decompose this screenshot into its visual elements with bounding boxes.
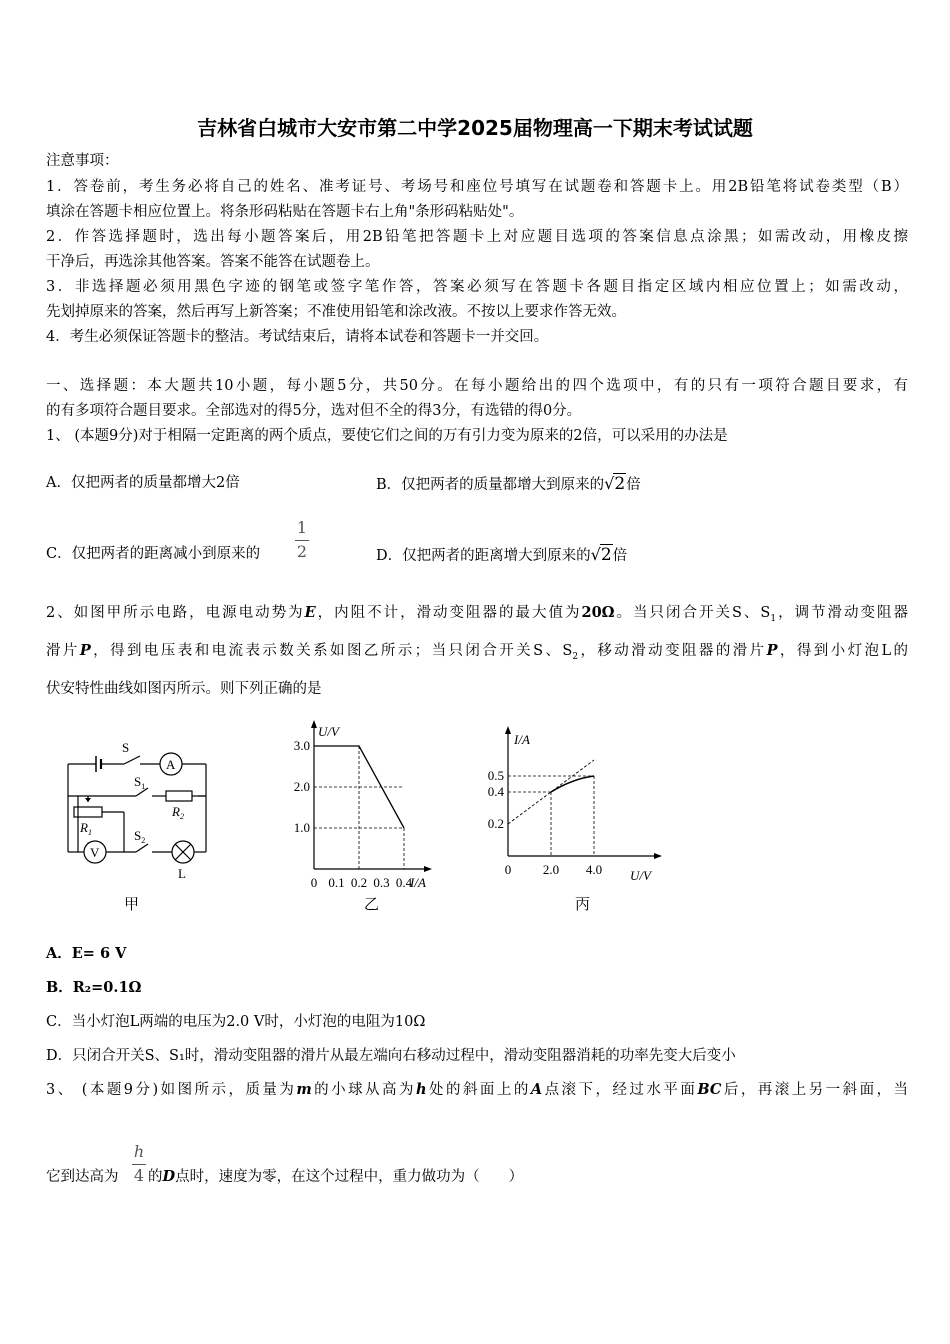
chart-yi — [280, 715, 450, 895]
q3-stem-line1: 3、 (本题9分)如图所示，质量为m的小球从高为h处的斜面上的A点滚下，经过水平面BC后，再滚上另一斜面，当 — [46, 1081, 909, 1098]
y-axis-arrow — [311, 720, 317, 728]
q2-option-c: C．当小灯泡L两端的电压为2.0 V时，小灯泡的电阻为10Ω — [46, 1014, 426, 1030]
y-axis-arrow — [505, 726, 511, 734]
label-ammeter: A — [166, 757, 176, 772]
y-tick-label: 3.0 — [293, 738, 310, 753]
x-axis-arrow — [424, 866, 432, 872]
note-line: 填涂在答题卡相应位置上。将条形码粘贴在答题卡右上角"条形码粘贴处"。 — [46, 204, 524, 220]
series-curve-lamp — [551, 776, 594, 792]
x-tick-label: 0.2 — [350, 875, 368, 890]
q1-option-d: D．仅把两者的距离增大到原来的√2倍 — [376, 545, 628, 565]
sqrt-symbol: √2 — [604, 474, 626, 494]
note-line: 4．考生必须保证答题卡的整洁。考试结束后，请将本试卷和答题卡一并交回。 — [46, 329, 549, 345]
label-S2: $S_2$ — [134, 828, 146, 845]
q1-stem: 1、 (本题9分)对于相隔一定距离的两个质点，要使它们之间的万有引力变为原来的2倍，可以采用的办法是 — [46, 428, 728, 444]
section-heading-cont: 的有多项符合题目要求。全部选对的得5分，选对但不全的得3分，有选错的得0分。 — [46, 403, 582, 419]
figure-caption-yi: 乙 — [364, 895, 380, 913]
x-tick-label: 0 — [504, 862, 512, 877]
y-tick-label: 0.2 — [487, 816, 504, 831]
x-axis-label: U/V — [630, 868, 651, 883]
y-tick-label: 1.0 — [293, 820, 310, 835]
sqrt-symbol: √2 — [590, 545, 612, 565]
q2-option-d: D．只闭合开关S、S₁时，滑动变阻器的滑片从最左端向右移动过程中，滑动变阻器消耗的功率先变大后变小 — [46, 1048, 736, 1064]
x-tick-label: 0.3 — [373, 875, 390, 890]
x-tick-label: 4.0 — [585, 862, 603, 877]
chart-bing — [478, 722, 668, 892]
x-axis-label: I/A — [410, 875, 426, 890]
label-lamp: L — [178, 866, 186, 881]
q2-option-a: A．E= 6 V — [46, 945, 127, 962]
q3-stem-line2-a: 它到达高为 — [46, 1169, 119, 1185]
q1-option-c: C．仅把两者的距离减小到原来的 — [46, 546, 261, 562]
figure-caption-jia: 甲 — [124, 895, 140, 913]
y-axis-label: U/V — [318, 724, 339, 739]
note-line: 3．非选择题必须用黑色字迹的钢笔或签字笔作答，答案必须写在答题卡各题目指定区域内相应位置上；如需改动， — [46, 279, 908, 295]
fraction-one-half: 1 2 — [296, 518, 308, 561]
fraction-h-over-4: h 4 — [133, 1142, 145, 1185]
note-line: 2．作答选择题时，选出每小题答案后，用2B铅笔把答题卡上对应题目选项的答案信息点涂黑；如需改动，用橡皮擦 — [46, 229, 908, 245]
x-axis-arrow — [654, 853, 662, 859]
x-tick-label: 0.1 — [328, 875, 345, 890]
q2-stem-line1: 2、如图甲所示电路，电源电动势为E，内阻不计，滑动变阻器的最大值为20Ω。当只闭合开关S、$S_1$，调节滑动变阻器 — [46, 604, 909, 624]
page-title: 吉林省白城市大安市第二中学2025届物理高一下期末考试试题 — [197, 116, 753, 140]
note-line: 1．答卷前，考生务必将自己的姓名、准考证号、考场号和座位号填写在试题卷和答题卡上。用2B铅笔将试卷类型（B） — [46, 179, 908, 195]
q1-option-a: A．仅把两者的质量都增大2倍 — [46, 475, 240, 491]
note-line: 先划掉原来的答案，然后再写上新答案；不准使用铅笔和涂改液。不按以上要求作答无效。 — [46, 304, 626, 320]
q1-option-b: B．仅把两者的质量都增大到原来的√2倍 — [376, 474, 641, 494]
figure-caption-bing: 丙 — [575, 895, 591, 913]
x-tick-label: 0 — [310, 875, 318, 890]
section-heading: 一、选择题：本大题共10小题，每小题5分，共50分。在每小题给出的四个选项中，有的只有一项符合题目要求，有 — [46, 378, 908, 394]
label-S1: $S_1$ — [134, 774, 146, 791]
note-line: 干净后，再选涂其他答案。答案不能答在试题卷上。 — [46, 254, 380, 270]
q2-stem-line2: 滑片P，得到电压表和电流表示数关系如图乙所示；当只闭合开关S、$S_2$，移动滑动变阻器的滑片P，得到小灯泡L的 — [46, 642, 908, 662]
q3-stem-line2-b: 的D点时，速度为零，在这个过程中，重力做功为（ ） — [148, 1168, 524, 1185]
label-voltmeter: V — [90, 845, 100, 860]
x-tick-label: 0.4 — [395, 875, 413, 890]
q2-stem-line3: 伏安特性曲线如图丙所示。则下列正确的是 — [46, 681, 322, 697]
y-tick-label: 2.0 — [293, 779, 310, 794]
label-R2: $R_2$ — [172, 804, 184, 821]
y-tick-label: 0.5 — [487, 768, 504, 783]
label-R1: $R_1$ — [80, 820, 92, 837]
label-S: S — [122, 740, 130, 755]
q2-option-b: B．R₂=0.1Ω — [46, 979, 142, 996]
circuit-diagram — [60, 736, 220, 886]
x-tick-label: 2.0 — [542, 862, 560, 877]
notes-heading: 注意事项： — [46, 153, 119, 169]
y-axis-label: I/A — [514, 732, 530, 747]
y-tick-label: 0.4 — [487, 784, 504, 799]
